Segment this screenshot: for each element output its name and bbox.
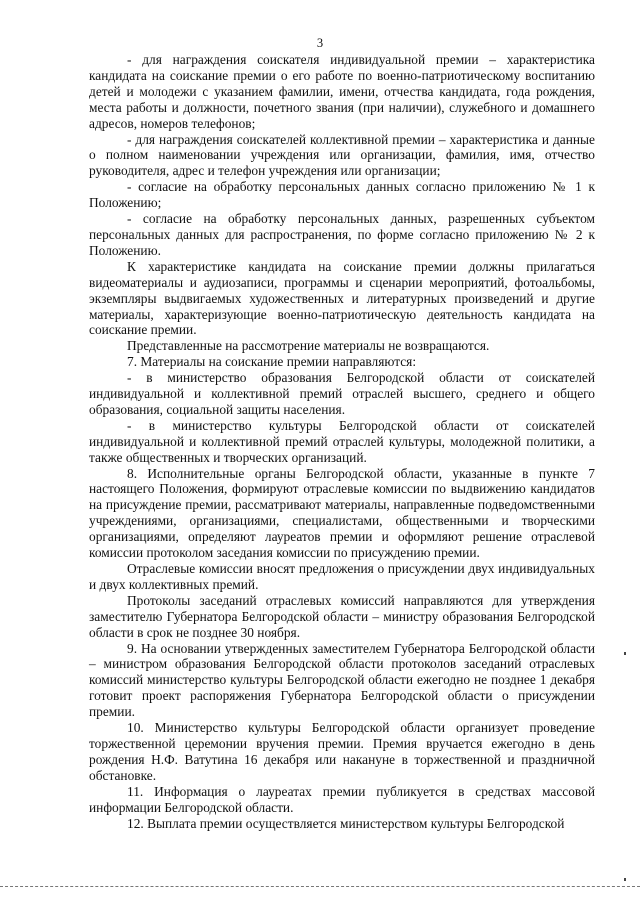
scan-speck [624,878,626,881]
paragraph: 8. Исполнительные органы Белгородской области, указанные в пункте 7 настоящего Положения, формируют отраслевые комиссии по выдвижению кандидатов на присуждение премии, рассматривают материалы, направленные подведомственными учреждениями, организациями, специалистами, общественными и творческими организациями, определяют лауреатов премии и оформляют решение отраслевой комиссии протоколом заседания комиссии по присуждению премии. [89,465,595,561]
paragraph: Отраслевые комиссии вносят предложения о присуждении двух индивидуальных и двух коллективных премий. [89,561,595,592]
paragraph: 7. Материалы на соискание премии направляются: [127,354,417,370]
scan-speck [624,652,626,655]
paragraph: - для награждения соискателя индивидуальной премии – характеристика кандидата на соискание премии о его работе по военно-патриотическому воспитанию детей и молодежи с указанием фамилии, имени, отчества кандидата, года рождения, места работы и должности, почетного звания (при наличии), служебного и домашнего адресов, номеров телефонов; [89,52,595,131]
paragraph: К характеристике кандидата на соискание премии должны прилагаться видеоматериалы и аудиозаписи, программы и сценарии мероприятий, фотоальбомы, экземпляры выдвигаемых художественных и литературных произведений и другие материалы, характеризующие военно-патриотическую деятельность кандидата на соискание премии. [89,258,595,338]
paragraph: - в министерство культуры Белгородской области от соискателей индивидуальной и коллективной премий отраслей культуры, молодежной политики, а также общественных и творческих организаций. [89,417,595,465]
paragraph: - согласие на обработку персональных данных согласно приложению № 1 к Положению; [89,179,595,211]
paragraph: - в министерство образования Белгородской области от соискателей индивидуальной и коллективной премий отраслей высшего, среднего и общего образования, социальной защиты населения. [89,370,595,417]
page-number: 3 [316,36,324,50]
paragraph: 10. Министерство культуры Белгородской области организует проведение торжественной церемонии вручения премии. Премия вручается ежегодно в день рождения Н.Ф. Ватутина 16 декабря или накануне в торжественной и праздничной обстановке. [89,720,595,783]
paragraph: Представленные на рассмотрение материалы не возвращаются. [127,338,490,354]
paragraph: 9. На основании утвержденных заместителем Губернатора Белгородской области – министром образования Белгородской области протоколов заседаний отраслевых комиссий министерство культуры Белгородской области ежегодно не позднее 1 декабря готовит проект распоряжения Губернатора Белгородской области о присуждении премии. [89,640,595,720]
document-body [89,52,595,831]
scan-edge-divider [0,886,640,887]
paragraph: 11. Информация о лауреатах премии публикуется в средствах массовой информации Белгородской области. [89,783,595,815]
paragraph: 12. Выплата премии осуществляется министерством культуры Белгородской [127,815,565,831]
paragraph: - для награждения соискателей коллективной премии – характеристика и данные о полном наименовании учреждения или организации, фамилия, имя, отчество руководителя, адрес и телефон учреждения или организации; [89,131,595,179]
paragraph: - согласие на обработку персональных данных, разрешенных субъектом персональных данных для распространения, по форме согласно приложению № 2 к Положению. [89,211,595,258]
paragraph: Протоколы заседаний отраслевых комиссий направляются для утверждения заместителю Губернатора Белгородской области – министру образования Белгородской области в срок не позднее 30 ноября. [89,592,595,640]
